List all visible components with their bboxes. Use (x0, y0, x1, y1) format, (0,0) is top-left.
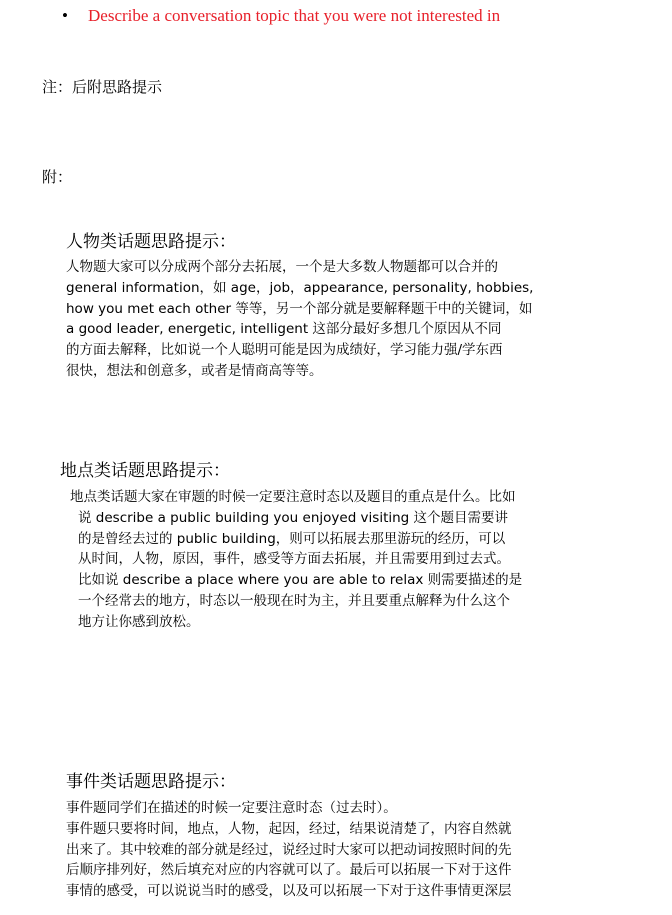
body-line: 后顺序排列好，然后填充对应的内容就可以了。最后可以拓展一下对于这件 (66, 862, 512, 879)
body-line: 地点类话题大家在审题的时候一定要注意时态以及题目的重点是什么。比如 (70, 489, 516, 505)
body-line: 人物题大家可以分成两个部分去拓展，一个是大多数人物题都可以合并的 (66, 259, 498, 275)
body-line: general information，如 age，job，appearance, personality, hobbies, (66, 279, 534, 296)
bullet-topic (62, 6, 500, 26)
body-line: 的方面去解释，比如说一个人聪明可能是因为成绩好，学习能力强/学东西 (66, 342, 503, 359)
section-body-places (70, 487, 522, 633)
body-line: 事情的感受，可以说说当时的感受，以及可以拓展一下对于这件事情更深层 (66, 883, 512, 900)
body-line: 一个经常去的地方，时态以一般现在时为主，并且要重点解释为什么这个 (78, 592, 510, 609)
body-line: 比如说 describe a place where you are able to relax 则需要描述的是 (78, 572, 523, 589)
note-text: 注：后附思路提示 (42, 78, 163, 96)
attachment-label: 附： (42, 168, 73, 186)
body-line: 的是曾经去过的 public building，则可以拓展去那里游玩的经历，可以 (78, 530, 506, 547)
body-line: how you met each other 等等，另一个部分就是要解释题干中的关键词，如 (66, 300, 533, 317)
body-line: 事件题只要将时间，地点，人物，起因，经过，结果说清楚了，内容自然就 (66, 820, 512, 837)
body-line: 出来了。其中较难的部分就是经过，说经过时大家可以把动词按照时间的先 (66, 841, 512, 858)
section-body-people (66, 257, 533, 382)
body-line: 很快，想法和创意多，或者是情商高等等。 (66, 362, 323, 379)
section-title-people: 人物类话题思路提示： (66, 232, 236, 252)
section-body-events (66, 798, 512, 902)
body-line: 地方让你感到放松。 (78, 613, 200, 630)
body-line: 事件题同学们在描述的时候一定要注意时态（过去时）。 (66, 800, 397, 816)
section-title-events: 事件类话题思路提示： (66, 772, 236, 792)
body-line: 从时间，人物，原因，事件，感受等方面去拓展，并且需要用到过去式。 (78, 551, 510, 568)
bullet-marker: • (62, 6, 68, 25)
body-line: 说 describe a public building you enjoyed visiting 这个题目需要讲 (78, 509, 509, 526)
section-title-places: 地点类话题思路提示： (60, 461, 230, 481)
bullet-text: Describe a conversation topic that you were not interested in (88, 6, 501, 25)
body-line: a good leader, energetic, intelligent 这部分最好多想几个原因从不同 (66, 321, 502, 338)
